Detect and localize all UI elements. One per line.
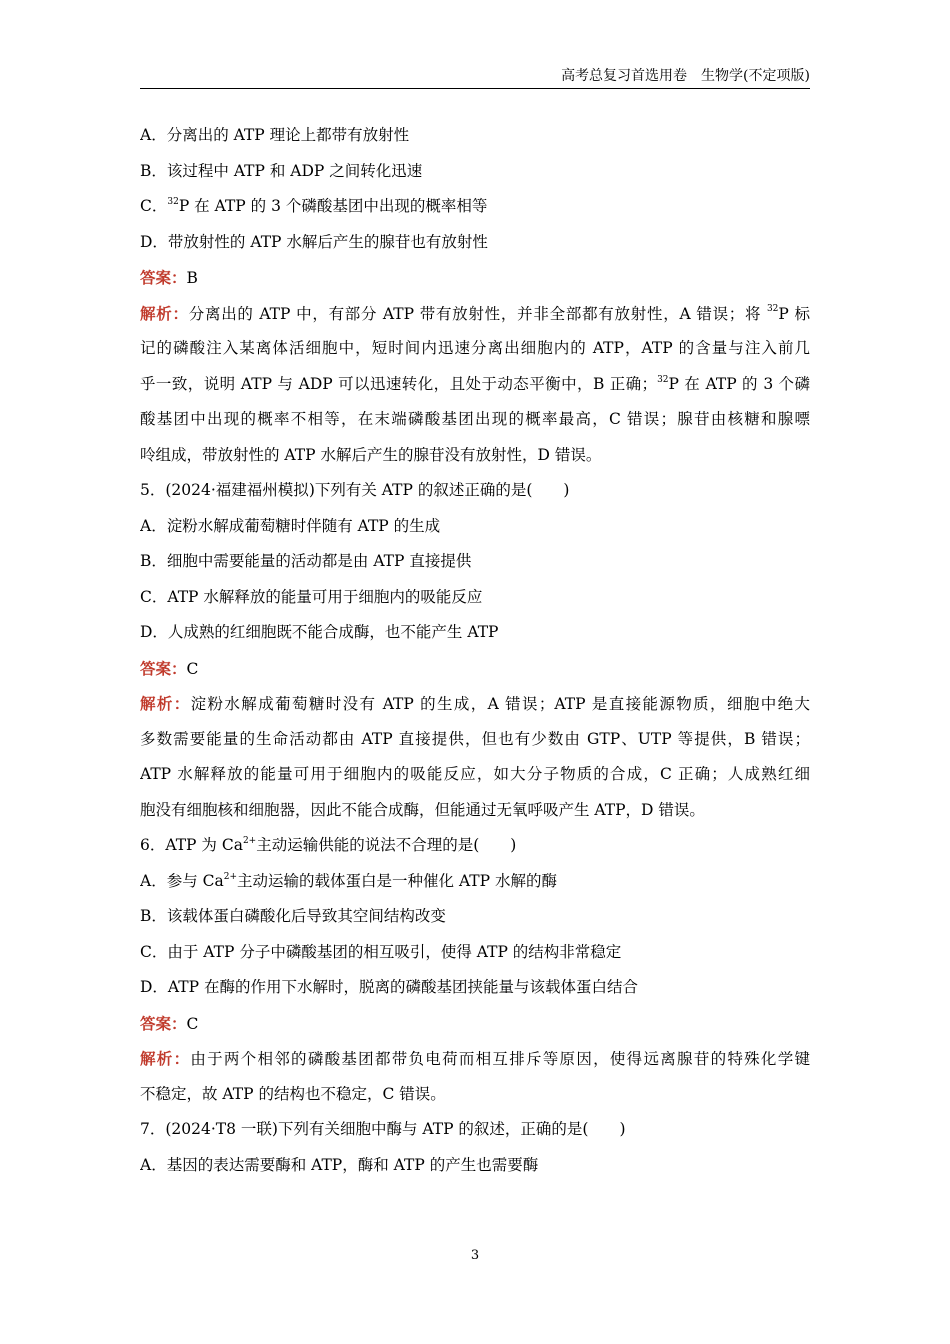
q6-option-a-prefix: A．参与 Ca	[140, 871, 224, 890]
q6-option-d: D．ATP 在酶的作用下水解时，脱离的磷酸基团挟能量与该载体蛋白结合	[140, 978, 638, 996]
q4-answer-value: B	[186, 269, 198, 287]
q6-analysis-line-2: 不稳定，故 ATP 的结构也不稳定，C 错误。	[140, 1084, 446, 1103]
q6-option-c: C．由于 ATP 分子中磷酸基团的相互吸引，使得 ATP 的结构非常稳定	[140, 942, 622, 961]
q5-analysis-line-1	[140, 686, 810, 722]
q5-answer	[140, 651, 810, 687]
page-header	[140, 66, 810, 89]
q6-option-a-superscript: 2+	[223, 871, 238, 882]
q6-option-a	[140, 864, 810, 900]
q5-stem-source: 福建福州模拟	[215, 481, 309, 499]
q4-analysis-superscript-1: 32	[766, 303, 779, 314]
q5-option-a: A．淀粉水解成葡萄糖时伴随有 ATP 的生成	[140, 516, 441, 535]
q6-answer-value: C	[186, 1014, 199, 1033]
q6-stem-text: 主动运输供能的说法不合理的是( )	[256, 836, 517, 854]
q5-option-b: B．细胞中需要能量的活动都是由 ATP 直接提供	[140, 552, 472, 570]
q5-analysis-text-1: 淀粉水解成葡萄糖时没有 ATP 的生成，A 错误；ATP 是直接能源物质，细胞中绝大	[190, 695, 810, 713]
q5-answer-label: 答案：	[140, 658, 187, 678]
q6-analysis-text-1: 由于两个相邻的磷酸基团都带负电荷而相互排斥等原因，使得远离腺苷的特殊化学键	[190, 1050, 810, 1068]
q4-option-c	[140, 189, 810, 225]
q4-answer-label: 答案：	[140, 268, 187, 287]
q4-analysis-text-1a: 分离出的 ATP 中，有部分 ATP 带有放射性，并非全部都有放射性，A 错误；将	[188, 304, 767, 323]
q6-option-b: B．该载体蛋白磷酸化后导致其空间结构改变	[140, 907, 446, 925]
q4-analysis-label: 解析：	[140, 303, 189, 323]
q5-option-c: C．ATP 水解释放的能量可用于细胞内的吸能反应	[140, 587, 483, 606]
document-body	[140, 118, 810, 1183]
q4-option-c-text: P 在 ATP 的 3 个磷酸基团中出现的概率相等	[178, 197, 488, 215]
q5-stem	[140, 473, 810, 509]
q4-option-c-prefix: C．	[140, 197, 168, 215]
q5-stem-prefix: 5．(2024·	[140, 481, 216, 499]
q4-analysis-line-4: 酸基团中出现的概率不相等，在末端磷酸基团出现的概率最高，C 错误；腺苷由核糖和腺嘌	[140, 410, 810, 428]
q4-analysis-text-3a: 乎一致，说明 ATP 与 ADP 可以迅速转化，且处于动态平衡中，B 正确；	[140, 374, 658, 393]
q6-analysis-label: 解析：	[140, 1049, 191, 1068]
q4-analysis-line-1	[140, 296, 810, 332]
q5-answer-value: C	[186, 659, 199, 678]
q6-answer	[140, 1006, 810, 1042]
q4-option-a: A．分离出的 ATP 理论上都带有放射性	[140, 126, 410, 144]
q4-analysis-text-1b: P 标	[778, 304, 810, 323]
q6-analysis-line-1	[140, 1041, 810, 1077]
q4-analysis-line-3	[140, 367, 810, 403]
q6-answer-label: 答案：	[140, 1013, 187, 1033]
page-number: 3	[470, 1248, 480, 1263]
header-title: 高考总复习首选用卷 生物学(不定项版)	[561, 68, 810, 84]
q6-stem-prefix: 6．ATP 为 Ca	[140, 836, 243, 854]
q4-option-c-superscript: 32	[167, 197, 179, 207]
q5-analysis-label: 解析：	[140, 694, 191, 713]
q4-option-d: D．带放射性的 ATP 水解后产生的腺苷也有放射性	[140, 232, 488, 251]
q5-analysis-line-4: 胞没有细胞核和细胞器，因此不能合成酶，但能通过无氧呼吸产生 ATP，D 错误。	[140, 800, 705, 819]
q4-option-b: B．该过程中 ATP 和 ADP 之间转化迅速	[140, 161, 423, 180]
q4-answer	[140, 260, 810, 296]
q5-analysis-line-3: ATP 水解释放的能量可用于细胞内的吸能反应，如大分子物质的合成，C 正确；人成熟红细	[140, 765, 810, 783]
q7-stem: 7．(2024·T8 一联)下列有关细胞中酶与 ATP 的叙述，正确的是( )	[140, 1120, 626, 1138]
q7-option-a: A．基因的表达需要酶和 ATP，酶和 ATP 的产生也需要酶	[140, 1155, 539, 1174]
q4-analysis-line-2: 记的磷酸注入某离体活细胞中，短时间内迅速分离出细胞内的 ATP，ATP 的含量与注入前几	[140, 339, 810, 357]
q4-analysis-line-5: 呤组成，带放射性的 ATP 水解后产生的腺苷没有放射性，D 错误。	[140, 445, 602, 464]
q5-analysis-line-2: 多数需要能量的生命活动都由 ATP 直接提供，但也有少数由 GTP、UTP 等提供，B 错误；	[140, 729, 810, 748]
q4-analysis-text-3b: P 在 ATP 的 3 个磷	[668, 374, 810, 393]
q5-option-d: D．人成熟的红细胞既不能合成酶，也不能产生 ATP	[140, 623, 499, 641]
q5-stem-text: )下列有关 ATP 的叙述正确的是( )	[308, 481, 570, 499]
q6-stem	[140, 828, 810, 864]
q6-option-a-text: 主动运输的载体蛋白是一种催化 ATP 水解的酶	[237, 871, 557, 890]
q6-stem-superscript: 2+	[242, 836, 257, 846]
q4-analysis-superscript-3: 32	[657, 374, 669, 385]
